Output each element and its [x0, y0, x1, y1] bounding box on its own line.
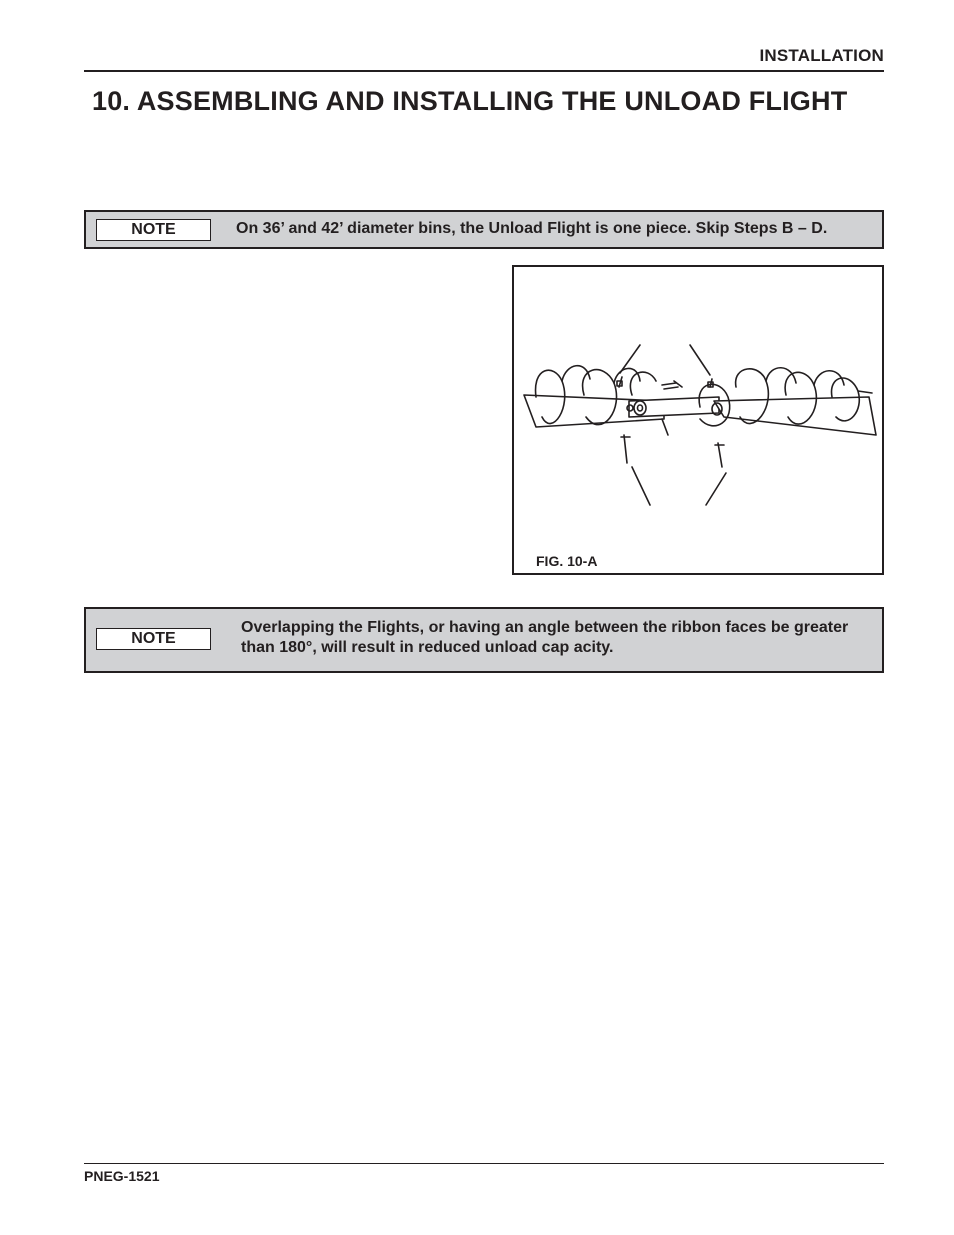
unload-flight-illustration	[514, 267, 882, 573]
footer-divider	[84, 1163, 884, 1164]
note-label: NOTE	[96, 628, 211, 650]
note-box-diameter	[84, 210, 884, 249]
note-label: NOTE	[96, 219, 211, 241]
page-title: 10. ASSEMBLING AND INSTALLING THE UNLOAD FLIGHT	[92, 86, 848, 116]
note-box-overlap	[84, 607, 884, 673]
header-divider	[84, 70, 884, 72]
note-text: On 36’ and 42’ diameter bins, the Unload Flight is one piece. Skip Steps B – D.	[236, 220, 828, 237]
figure-10a	[512, 265, 884, 575]
figure-caption: FIG. 10-A	[536, 553, 598, 569]
section-label: INSTALLATION	[759, 46, 884, 65]
document-id: PNEG-1521	[84, 1168, 160, 1184]
note-text: Overlapping the Flights, or having an angle between the ribbon faces be greater than 180°, will result in reduced unload cap acity.	[241, 619, 849, 656]
